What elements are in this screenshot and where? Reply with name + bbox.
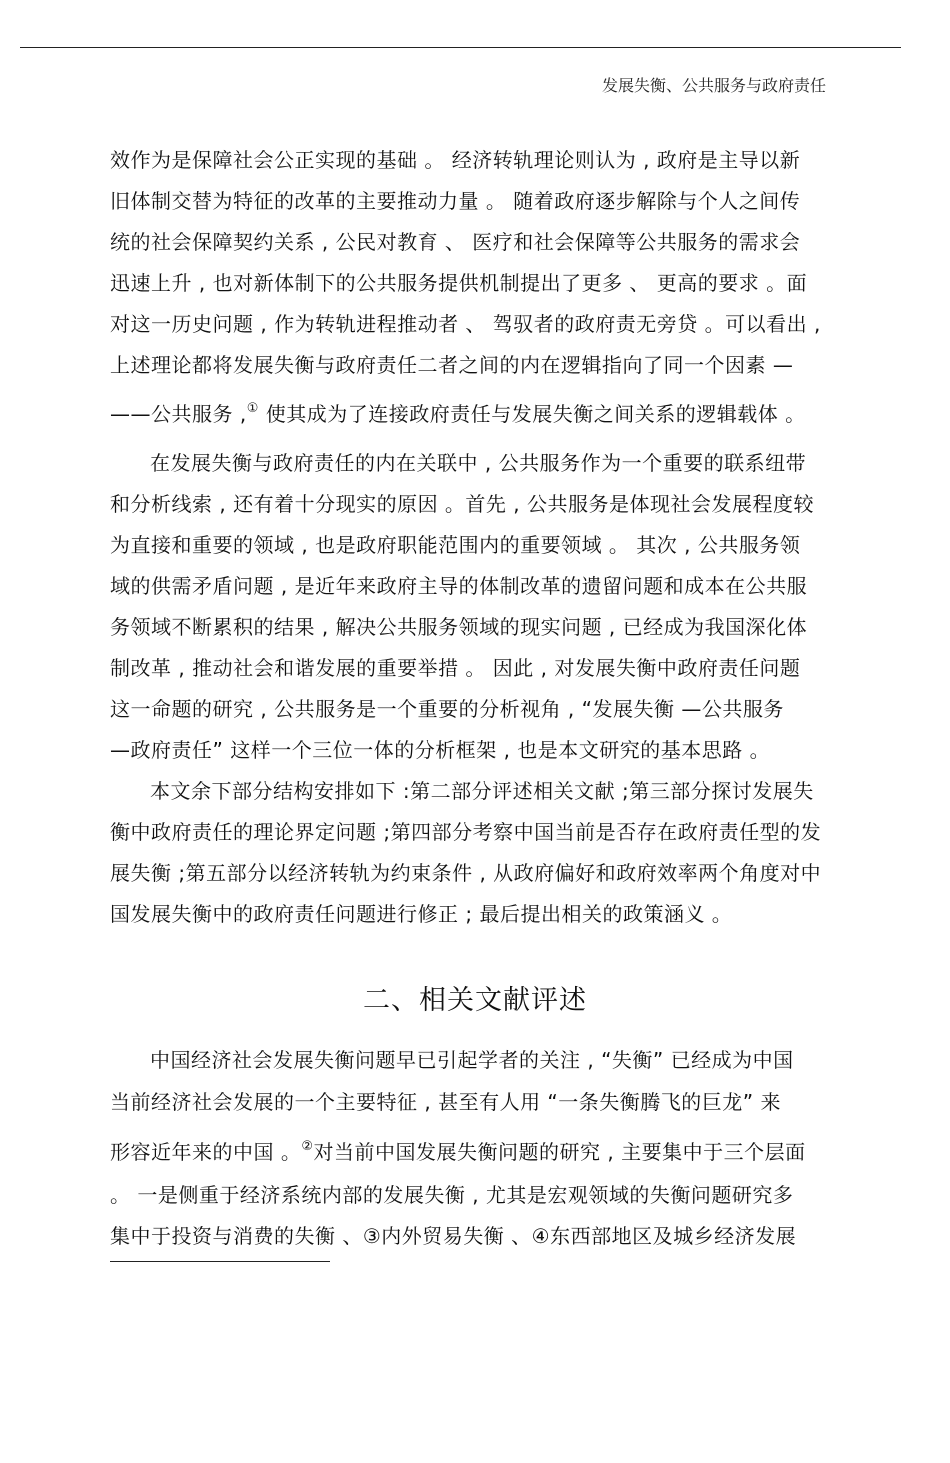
text-line: 中国经济社会发展失衡问题早已引起学者的关注 , “失衡” 已经成为中国 [150, 1048, 794, 1072]
text-line: 集中于投资与消费的失衡 、③内外贸易失衡 、④东西部地区及城乡经济发展 [110, 1224, 797, 1248]
text-line: 本文余下部分结构安排如下 :第二部分评述相关文献 ;第三部分探讨发展失 [150, 779, 814, 803]
running-header: 发展失衡、公共服务与政府责任 [601, 76, 826, 95]
text-line: 对这一历史问题 , 作为转轨进程推动者 、 驾驭者的政府责无旁贷 。可以看出 , [110, 312, 821, 336]
footnote-marker[interactable]: ② [301, 1139, 314, 1154]
text-line: 上述理论都将发展失衡与政府责任二者之间的内在逻辑指向了同一个因素 — [110, 353, 794, 377]
text-line: 效作为是保障社会公正实现的基础 。 经济转轨理论则认为 , 政府是主导以新 [110, 148, 801, 172]
text-line: 统的社会保障契约关系 , 公民对教育 、 医疗和社会保障等公共服务的需求会 [110, 230, 801, 254]
text-line: 迅速上升 , 也对新体制下的公共服务提供机制提出了更多 、 更高的要求 。面 [110, 271, 808, 295]
header-rule [20, 47, 901, 48]
text-line: 。 一是侧重于经济系统内部的发展失衡 , 尤其是宏观领域的失衡问题研究多 [110, 1183, 794, 1207]
section-heading: 二、相关文献评述 [363, 985, 587, 1016]
text-line: 制改革 , 推动社会和谐发展的重要举措 。 因此 , 对发展失衡中政府责任问题 [110, 656, 801, 680]
text-line: 这一命题的研究 , 公共服务是一个重要的分析视角 , “发展失衡 —公共服务 [110, 697, 784, 721]
text-segment: 对当前中国发展失衡问题的研究 , 主要集中于三个层面 [313, 1140, 806, 1164]
text-line [110, 402, 806, 430]
text-line: 务领域不断累积的结果 , 解决公共服务领域的现实问题 , 已经成为我国深化体 [110, 615, 808, 639]
text-line: 为直接和重要的领域 , 也是政府职能范围内的重要领域 。 其次 , 公共服务领 [110, 533, 801, 557]
text-line: 在发展失衡与政府责任的内在关联中 , 公共服务作为一个重要的联系纽带 [150, 451, 807, 475]
text-line: 展失衡 ;第五部分以经济转轨为约束条件 , 从政府偏好和政府效率两个角度对中 [110, 861, 822, 885]
text-line: 国发展失衡中的政府责任问题进行修正 ; 最后提出相关的政策涵义 。 [110, 902, 733, 926]
text-segment: ——公共服务 , [110, 402, 247, 426]
text-line: 和分析线索 , 还有着十分现实的原因 。首先 , 公共服务是体现社会发展程度较 [110, 492, 815, 516]
text-line: 域的供需矛盾问题 , 是近年来政府主导的体制改革的遗留问题和成本在公共服 [110, 574, 808, 598]
text-line: 当前经济社会发展的一个主要特征 , 甚至有人用 “一条失衡腾飞的巨龙” 来 [110, 1090, 782, 1114]
text-line: —政府责任” 这样一个三位一体的分析框架 , 也是本文研究的基本思路 。 [110, 738, 771, 762]
text-segment: 形容近年来的中国 。 [110, 1140, 302, 1164]
footnote-rule [110, 1261, 330, 1262]
footnote-marker[interactable]: ① [246, 401, 259, 416]
text-line: 旧体制交替为特征的改革的主要推动力量 。 随着政府逐步解除与个人之间传 [110, 189, 801, 213]
text-line [110, 1140, 806, 1168]
text-line: 衡中政府责任的理论界定问题 ;第四部分考察中国当前是否存在政府责任型的发 [110, 820, 822, 844]
text-segment: 使其成为了连接政府责任与发展失衡之间关系的逻辑载体 。 [258, 402, 806, 426]
